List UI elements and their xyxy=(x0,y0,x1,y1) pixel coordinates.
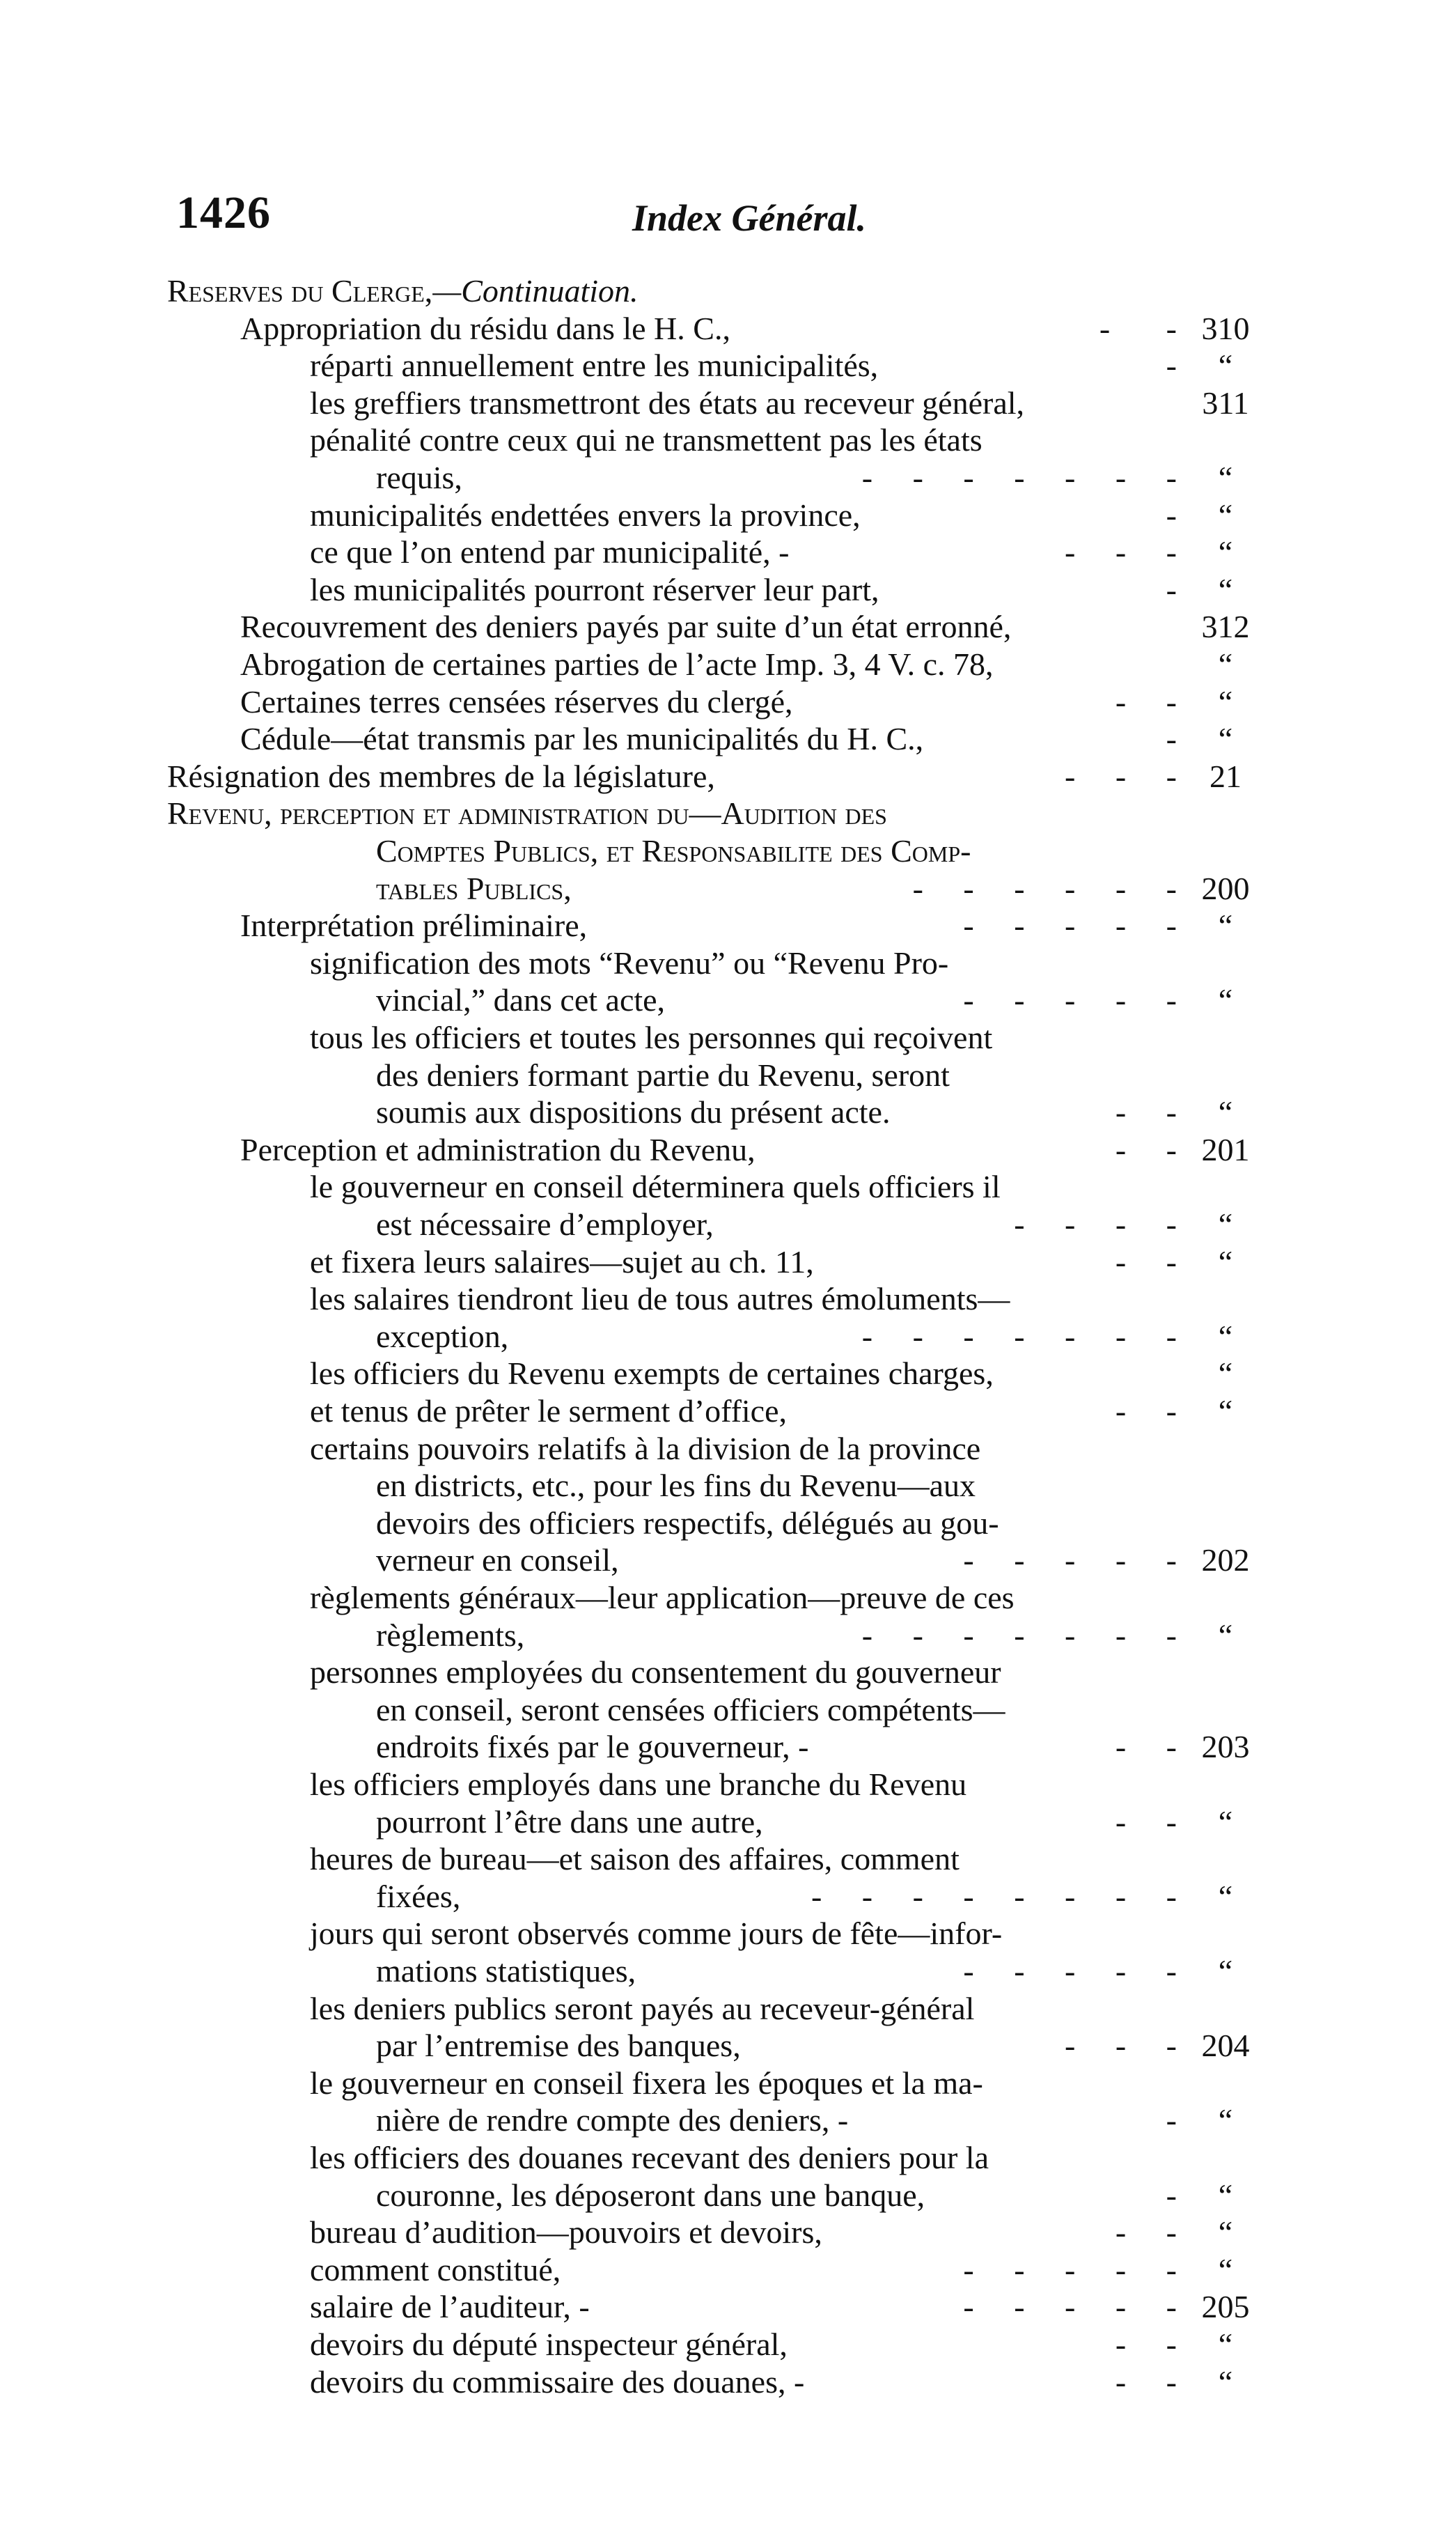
leader-dashes: - - - - xyxy=(1014,1206,1177,1242)
entry-text: par l’entremise des banques, xyxy=(376,2028,741,2064)
page-reference: “ xyxy=(1218,683,1233,720)
leader-dashes: - - - - - - - xyxy=(861,460,1177,495)
entry-text: verneur en conseil, xyxy=(376,1542,619,1578)
entry-text: comment constitué, xyxy=(310,2251,561,2287)
leader-dashes: - - xyxy=(1115,1243,1177,1280)
index-entry xyxy=(376,1804,1177,1840)
index-entry xyxy=(376,2028,1177,2064)
page-reference: “ xyxy=(1218,646,1233,682)
entry-text: bureau d’audition—pouvoirs et devoirs, xyxy=(310,2214,822,2251)
entry-text: Revenu, perception et administration du—Audition des xyxy=(167,795,887,832)
index-entry xyxy=(376,833,1177,869)
index-entry xyxy=(310,2364,1177,2400)
index-entry xyxy=(310,572,1177,608)
leader-dashes: - - - - - - - xyxy=(861,1617,1177,1653)
entry-text: le gouverneur en conseil fixera les époques et la ma- xyxy=(310,2065,983,2101)
index-entry xyxy=(310,1169,1177,1205)
page-reference: “ xyxy=(1218,1617,1233,1653)
index-entry xyxy=(376,1692,1177,1728)
page-reference: “ xyxy=(1218,721,1233,757)
entry-text: Comptes Publics, et Responsabilite des Comp- xyxy=(376,833,971,869)
leader-dashes: - - - - - xyxy=(963,1542,1177,1578)
leader-dashes: - xyxy=(1166,571,1177,607)
index-entry xyxy=(310,1281,1177,1317)
index-entry xyxy=(310,1916,1177,1952)
leader-dashes: - - xyxy=(1115,1803,1177,1840)
index-entry xyxy=(310,385,1177,421)
index-entry xyxy=(376,982,1177,1018)
entry-text: Certaines terres censées réserves du clergé, xyxy=(240,683,793,720)
continuation-label: —Continuation. xyxy=(432,273,639,309)
page-reference: “ xyxy=(1218,1243,1233,1280)
index-entry xyxy=(376,1468,1177,1504)
leader-dashes: - - - xyxy=(1065,758,1177,794)
page-reference: 205 xyxy=(1201,2289,1250,2325)
entry-text: Résignation des membres de la législature, xyxy=(167,758,715,794)
page-reference: “ xyxy=(1218,348,1233,384)
index-entry xyxy=(240,684,1177,720)
page-reference: “ xyxy=(1218,1953,1233,1989)
leader-dashes: - xyxy=(1166,348,1177,384)
page-reference: 201 xyxy=(1201,1131,1250,1167)
entry-text: Recouvrement des deniers payés par suite d’un état erronné, xyxy=(240,609,1012,645)
index-entry xyxy=(376,871,1177,907)
index-entry xyxy=(310,1991,1177,2027)
index-entry xyxy=(376,1505,1177,1541)
entry-text: pénalité contre ceux qui ne transmettent pas les états xyxy=(310,422,983,458)
page-reference: 200 xyxy=(1201,870,1250,906)
leader-dashes: - - - xyxy=(1065,534,1177,570)
index-entry xyxy=(310,497,1177,534)
index-entry xyxy=(376,1542,1177,1578)
index-entry xyxy=(310,1355,1177,1392)
entry-text: et fixera leurs salaires—sujet au ch. 11, xyxy=(310,1243,814,1280)
entry-text: Cédule—état transmis par les municipalités du H. C., xyxy=(240,721,924,757)
entry-text: salaire de l’auditeur, - xyxy=(310,2289,590,2325)
page-reference: 312 xyxy=(1201,609,1250,645)
leader-dashes: - - xyxy=(1099,310,1177,346)
page-reference: “ xyxy=(1218,908,1233,944)
leader-dashes: - xyxy=(1166,497,1177,533)
index-entry xyxy=(167,795,1177,832)
index-entry xyxy=(240,646,1177,683)
entry-text: couronne, les déposeront dans une banque, xyxy=(376,2177,925,2213)
index-entry xyxy=(310,1580,1177,1616)
index-entry xyxy=(310,1766,1177,1803)
page-reference: 202 xyxy=(1201,1542,1250,1578)
index-entry xyxy=(310,2214,1177,2251)
leader-dashes: - xyxy=(1166,2177,1177,2213)
entry-text: Abrogation de certaines parties de l’acte Imp. 3, 4 V. c. 78, xyxy=(240,646,994,682)
leader-dashes: - - xyxy=(1115,683,1177,720)
entry-text: devoirs des officiers respectifs, délégués au gou- xyxy=(376,1505,999,1541)
index-entry xyxy=(310,2252,1177,2288)
index-entry xyxy=(240,721,1177,757)
leader-dashes: - - - - - xyxy=(963,1953,1177,1989)
index-entry xyxy=(310,1020,1177,1056)
entry-text: tables Publics, xyxy=(376,870,572,906)
index-entry xyxy=(376,2102,1177,2138)
entry-text: règlements généraux—leur application—preuve de ces xyxy=(310,1580,1015,1615)
index-entry xyxy=(167,759,1177,795)
page-reference: “ xyxy=(1218,1355,1233,1392)
page-reference: “ xyxy=(1218,982,1233,1018)
entry-text: Perception et administration du Revenu, xyxy=(240,1131,756,1167)
index-entry xyxy=(376,1319,1177,1355)
entry-text: vincial,” dans cet acte, xyxy=(376,982,666,1018)
entry-text: signification des mots “Revenu” ou “Revenu Pro- xyxy=(310,945,949,981)
index-entry xyxy=(310,1841,1177,1877)
page-reference: “ xyxy=(1218,1393,1233,1429)
entry-text: Reserves du Clerge, xyxy=(167,273,433,309)
leader-dashes: - - - - - xyxy=(963,982,1177,1018)
index-entry xyxy=(376,1953,1177,1989)
index-entry xyxy=(376,1729,1177,1765)
leader-dashes: - - - - - - - - xyxy=(811,1878,1177,1914)
index-entry xyxy=(376,1094,1177,1130)
index-entry xyxy=(310,2065,1177,2101)
entry-text: certains pouvoirs relatifs à la division de la province xyxy=(310,1430,981,1466)
index-entry xyxy=(376,1057,1177,1094)
page-reference: “ xyxy=(1218,1878,1233,1914)
page-reference: 21 xyxy=(1210,758,1242,794)
index-entry xyxy=(376,460,1177,496)
leader-dashes: - - - - - xyxy=(963,2251,1177,2287)
index-entry xyxy=(376,1206,1177,1243)
entry-text: en conseil, seront censées officiers compétents— xyxy=(376,1691,1005,1727)
leader-dashes: - xyxy=(1166,2102,1177,2138)
index-entry xyxy=(240,1132,1177,1168)
entry-text: heures de bureau—et saison des affaires, comment xyxy=(310,1841,960,1877)
page-reference: “ xyxy=(1218,571,1233,607)
index-entry xyxy=(240,908,1177,944)
page-reference: “ xyxy=(1218,1206,1233,1242)
entry-text: nière de rendre compte des deniers, - xyxy=(376,2102,849,2138)
entry-text: en districts, etc., pour les fins du Revenu—aux xyxy=(376,1468,976,1504)
running-title: Index Général. xyxy=(632,197,866,239)
entry-text: est nécessaire d’employer, xyxy=(376,1206,714,1242)
entry-text: les greffiers transmettront des états au receveur général, xyxy=(310,384,1025,421)
leader-dashes: - - xyxy=(1115,1094,1177,1130)
entry-text: règlements, xyxy=(376,1617,525,1653)
index-entry xyxy=(240,311,1177,347)
page-reference: “ xyxy=(1218,1803,1233,1840)
entry-text: réparti annuellement entre les municipalités, xyxy=(310,348,879,384)
page-reference: “ xyxy=(1218,460,1233,495)
index-entry xyxy=(310,1654,1177,1691)
entry-text: jours qui seront observés comme jours de fête—infor- xyxy=(310,1916,1003,1952)
entry-text: le gouverneur en conseil déterminera quels officiers il xyxy=(310,1169,1001,1205)
entry-text: des deniers formant partie du Revenu, seront xyxy=(376,1057,950,1093)
entry-text: les salaires tiendront lieu de tous autres émoluments— xyxy=(310,1281,1010,1317)
leader-dashes: - - - xyxy=(1065,2028,1177,2064)
entry-text: les officiers des douanes recevant des deniers pour la xyxy=(310,2140,989,2175)
entry-text: tous les officiers et toutes les personnes qui reçoivent xyxy=(310,1020,993,1055)
entry-text: fixées, xyxy=(376,1878,461,1914)
index-entry xyxy=(310,2289,1177,2325)
index-entry xyxy=(167,273,1177,309)
page-reference: “ xyxy=(1218,534,1233,570)
entry-text: mations statistiques, xyxy=(376,1953,636,1989)
entry-text: Appropriation du résidu dans le H. C., xyxy=(240,310,730,346)
page-reference: 310 xyxy=(1201,310,1250,346)
leader-dashes: - - xyxy=(1115,1393,1177,1429)
entry-text: municipalités endettées envers la province, xyxy=(310,497,861,533)
index-entry xyxy=(376,2177,1177,2214)
page-reference: “ xyxy=(1218,2326,1233,2362)
page-reference: “ xyxy=(1218,2214,1233,2251)
entry-text: requis, xyxy=(376,460,462,495)
page-reference: “ xyxy=(1218,2363,1233,2400)
page-reference: “ xyxy=(1218,2102,1233,2138)
page-number: 1426 xyxy=(176,187,271,238)
entry-text: devoirs du commissaire des douanes, - xyxy=(310,2363,805,2400)
index-entry xyxy=(376,1617,1177,1654)
leader-dashes: - - - - - xyxy=(963,2289,1177,2325)
entry-text: pourront l’être dans une autre, xyxy=(376,1803,763,1840)
leader-dashes: - - xyxy=(1115,2363,1177,2400)
index-entry xyxy=(310,534,1177,570)
entry-text: les deniers publics seront payés au receveur-général xyxy=(310,1990,975,2026)
index-entry xyxy=(310,348,1177,384)
leader-dashes: - - xyxy=(1115,1729,1177,1765)
page-reference: “ xyxy=(1218,2251,1233,2287)
entry-text: devoirs du député inspecteur général, xyxy=(310,2326,788,2362)
index-entry xyxy=(310,2140,1177,2176)
leader-dashes: - - xyxy=(1115,2326,1177,2362)
page-reference: “ xyxy=(1218,1318,1233,1354)
entry-text: Interprétation préliminaire, xyxy=(240,908,588,944)
index-entry xyxy=(376,1879,1177,1915)
leader-dashes: - - - - - - xyxy=(912,870,1177,906)
index-entry xyxy=(310,2326,1177,2363)
entry-text: les officiers du Revenu exempts de certaines charges, xyxy=(310,1355,994,1392)
index-entry xyxy=(310,1431,1177,1467)
entry-text: personnes employées du consentement du gouverneur xyxy=(310,1654,1001,1691)
page-reference: 203 xyxy=(1201,1729,1250,1765)
entry-text: et tenus de prêter le serment d’office, xyxy=(310,1393,788,1429)
entry-text: endroits fixés par le gouverneur, - xyxy=(376,1729,809,1765)
entry-text: soumis aux dispositions du présent acte. xyxy=(376,1094,891,1130)
index-entry xyxy=(310,945,1177,981)
index-entry xyxy=(310,422,1177,458)
index-entry xyxy=(240,609,1177,645)
leader-dashes: - - xyxy=(1115,1131,1177,1167)
page-reference: “ xyxy=(1218,1094,1233,1130)
leader-dashes: - - - - - - - xyxy=(861,1318,1177,1354)
page-reference: “ xyxy=(1218,2177,1233,2213)
index-entry xyxy=(310,1393,1177,1429)
entry-text: les municipalités pourront réserver leur part, xyxy=(310,571,879,607)
entry-text: ce que l’on entend par municipalité, - xyxy=(310,534,790,570)
leader-dashes: - - - - - xyxy=(963,908,1177,944)
page-reference: 204 xyxy=(1201,2028,1250,2064)
entry-text: les officiers employés dans une branche du Revenu xyxy=(310,1766,967,1802)
page-reference: 311 xyxy=(1202,384,1249,421)
index-entry xyxy=(310,1244,1177,1280)
page-reference: “ xyxy=(1218,497,1233,533)
entry-text: exception, xyxy=(376,1318,509,1354)
leader-dashes: - - xyxy=(1115,2214,1177,2251)
leader-dashes: - xyxy=(1166,721,1177,757)
